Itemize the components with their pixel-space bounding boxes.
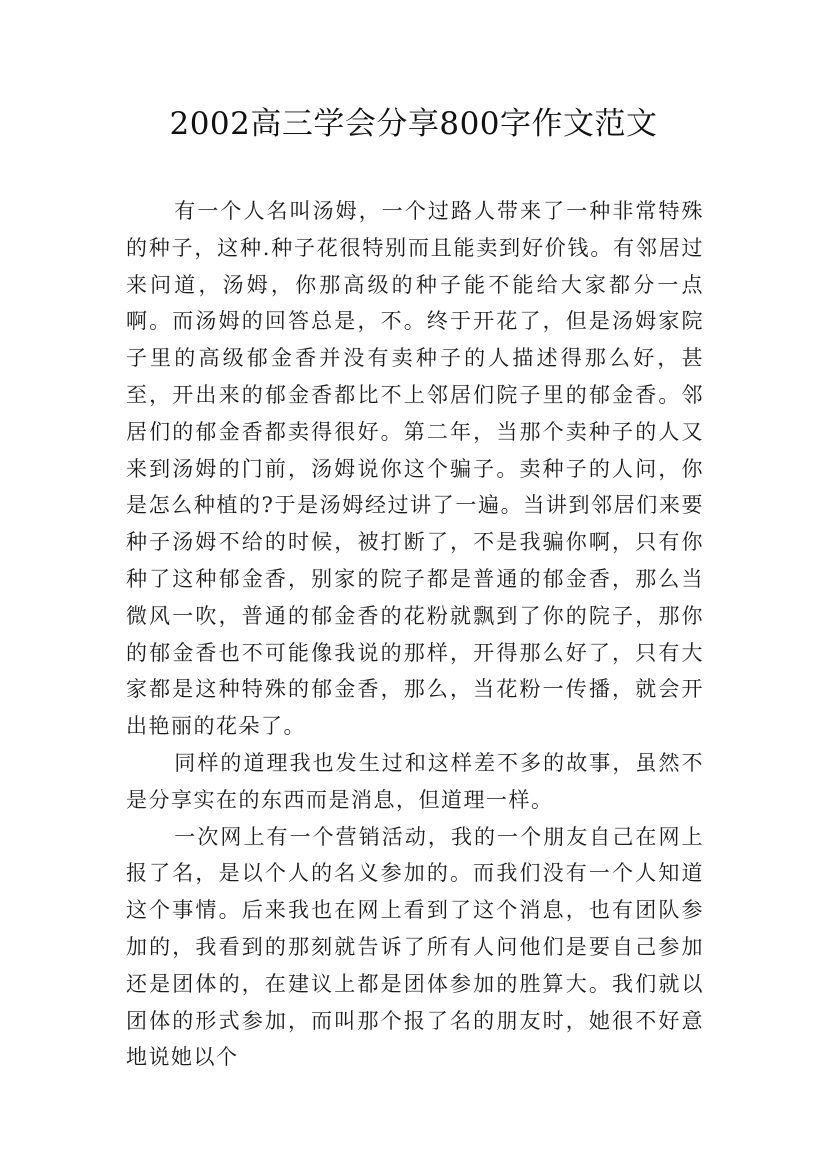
- document-title: 2002高三学会分享800字作文范文: [169, 106, 658, 142]
- paragraph-2: 同样的道理我也发生过和这样差不多的故事，虽然不是分享实在的东西而是消息，但道理一样。: [126, 750, 704, 812]
- paragraph-1: 有一个人名叫汤姆，一个过路人带来了一种非常特殊的种子，这种.种子花很特别而且能卖到好价钱。有邻居过来问道，汤姆，你那高级的种子能不能给大家都分一点啊。而汤姆的回答总是，不。终于开花了，但是汤姆家院子里的高级郁金香并没有卖种子的人描述得那么好，甚至，开出来的郁金香都比不上邻居们院子里的郁金香。邻居们的郁金香都卖得很好。第二年，当那个卖种子的人又来到汤姆的门前，汤姆说你这个骗子。卖种子的人问，你是怎么种植的?于是汤姆经过讲了一遍。当讲到邻居们来要种子汤姆不给的时候，被打断了，不是我骗你啊，只有你种了这种郁金香，别家的院子都是普通的郁金香，那么当微风一吹，普通的郁金香的花粉就飘到了你的院子，那你的郁金香也不可能像我说的那样，开得那么好了，只有大家都是这种特殊的郁金香，那么，当花粉一传播，就会开出艳丽的花朵了。: [126, 199, 704, 739]
- paragraph-3: 一次网上有一个营销活动，我的一个朋友自己在网上报了名，是以个人的名义参加的。而我们没有一个人知道这个事情。后来我也在网上看到了这个消息，也有团队参加的，我看到的那刻就告诉了所有人问他们是要自己参加还是团体的，在建议上都是团体参加的胜算大。我们就以团体的形式参加，而叫那个报了名的朋友时，她很不好意地说她以个: [126, 824, 704, 1070]
- document-body: [126, 193, 704, 1076]
